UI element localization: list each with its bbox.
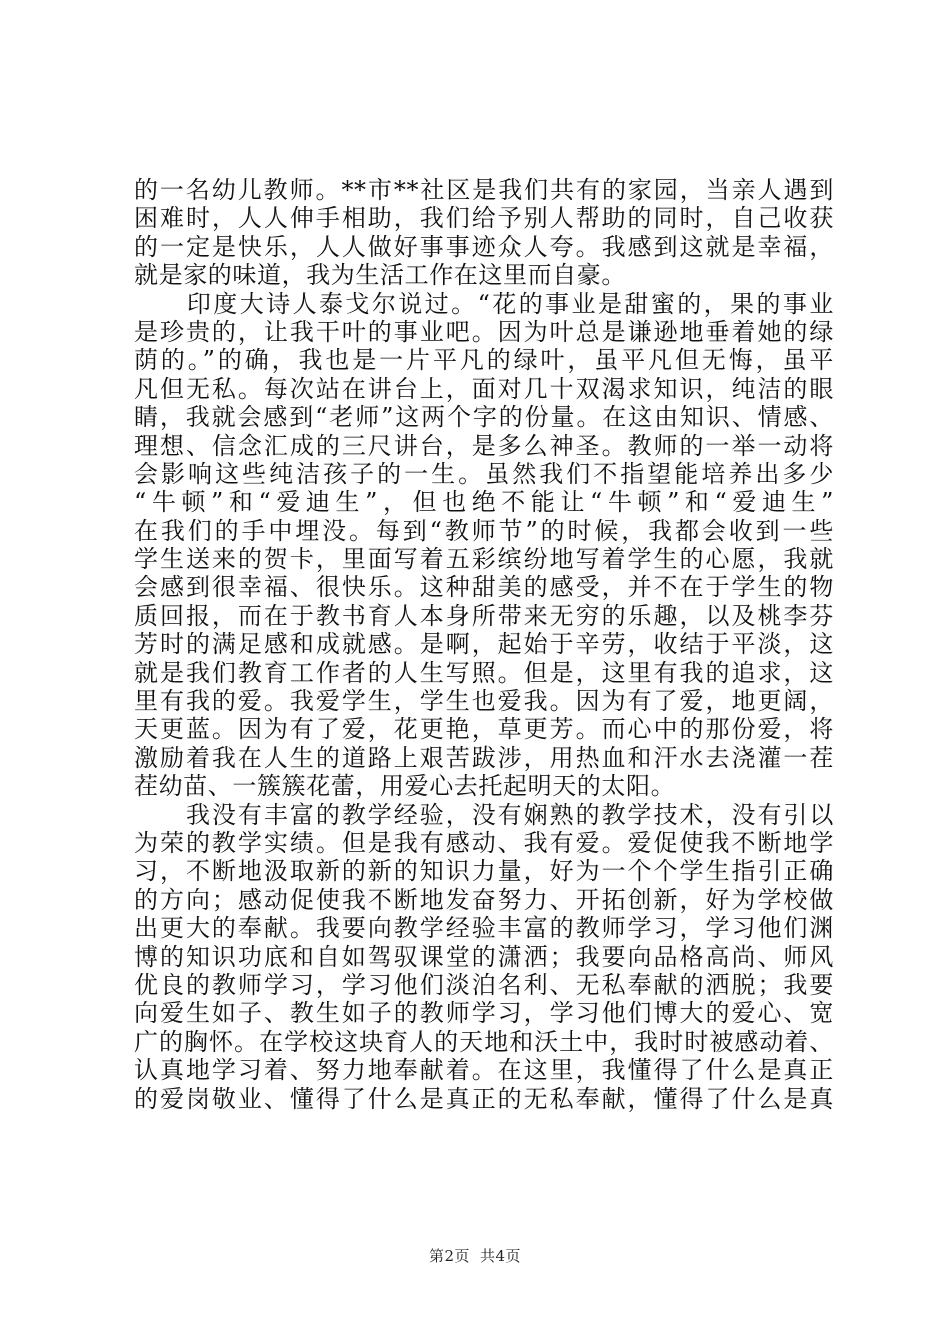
text-line: 质回报，而在于教书育人本身所带来无穷的乐趣，以及桃李芬 [134,601,834,630]
text-line: 学生送来的贺卡，里面写着五彩缤纷地写着学生的心愿，我就 [134,545,834,574]
text-line: 在我们的手中埋没。每到“教师节”的时候，我都会收到一些 [134,516,834,545]
text-line: 茬幼苗、一簇簇花蕾，用爱心去托起明天的太阳。 [134,772,676,801]
text-line: 认真地学习着、努力地奉献着。在这里，我懂得了什么是真正 [134,1056,834,1085]
text-line: 困难时，人人伸手相助，我们给予别人帮助的同时，自己收获 [134,204,834,233]
text-line: 里有我的爱。我爱学生，学生也爱我。因为有了爱，地更阔， [134,687,834,716]
text-line: 出更大的奉献。我要向教学经验丰富的教师学习，学习他们渊 [134,914,834,943]
text-line: 天更蓝。因为有了爱，花更艳，草更芳。而心中的那份爱，将 [134,715,834,744]
text-line: 凡但无私。每次站在讲台上，面对几十双渴求知识，纯洁的眼 [134,374,834,403]
text-line: 优良的教师学习，学习他们淡泊名利、无私奉献的洒脱；我要 [134,970,834,999]
text-line: 的爱岗敬业、懂得了什么是真正的无私奉献，懂得了什么是真 [134,1084,834,1113]
text-line: 我没有丰富的教学经验，没有娴熟的教学技术，没有引以 [134,800,834,829]
page-footer [0,1245,950,1266]
text-line: 习，不断地汲取新的新的知识力量，好为一个个学生指引正确 [134,857,834,886]
text-line: 为荣的教学实绩。但是我有感动、我有爱。爱促使我不断地学 [134,828,834,857]
page-total: 共4页 [480,1247,522,1265]
text-line: 印度大诗人泰戈尔说过。“花的事业是甜蜜的，果的事业 [134,289,834,318]
text-line: 是珍贵的，让我干叶的事业吧。因为叶总是谦逊地垂着她的绿 [134,317,834,346]
text-line: 的一名幼儿教师。**市**社区是我们共有的家园，当亲人遇到 [134,176,834,204]
text-line: 会影响这些纯洁孩子的一生。虽然我们不指望能培养出多少 [134,459,834,488]
text-line: “牛顿”和“爱迪生”，但也绝不能让“牛顿”和“爱迪生” [134,488,834,517]
text-line: 向爱生如子、教生如子的教师学习，学习他们博大的爱心、宽 [134,999,834,1028]
text-line: 理想、信念汇成的三尺讲台，是多么神圣。教师的一举一动将 [134,431,834,460]
text-line: 芳时的满足感和成就感。是啊，起始于辛劳，收结于平淡，这 [134,630,834,659]
page-number: 第2页 [428,1247,470,1265]
text-line: 的方向；感动促使我不断地发奋努力、开拓创新，好为学校做 [134,885,834,914]
text-line: 的一定是快乐，人人做好事事迹众人夸。我感到这就是幸福， [134,232,834,261]
text-line: 广的胸怀。在学校这块育人的天地和沃土中，我时时被感动着、 [134,1027,834,1056]
body-text [134,176,834,1113]
text-line: 就是我们教育工作者的人生写照。但是，这里有我的追求，这 [134,658,834,687]
text-line: 荫的。”的确，我也是一片平凡的绿叶，虽平凡但无悔，虽平 [134,346,834,375]
text-line: 就是家的味道，我为生活工作在这里而自豪。 [134,261,626,290]
text-line: 激励着我在人生的道路上艰苦跋涉，用热血和汗水去浇灌一茬 [134,743,834,772]
text-line: 博的知识功底和自如驾驭课堂的潇洒；我要向品格高尚、师风 [134,942,834,971]
text-line: 睛，我就会感到“老师”这两个字的份量。在这由知识、情感、 [134,403,834,432]
text-line: 会感到很幸福、很快乐。这种甜美的感受，并不在于学生的物 [134,573,834,602]
